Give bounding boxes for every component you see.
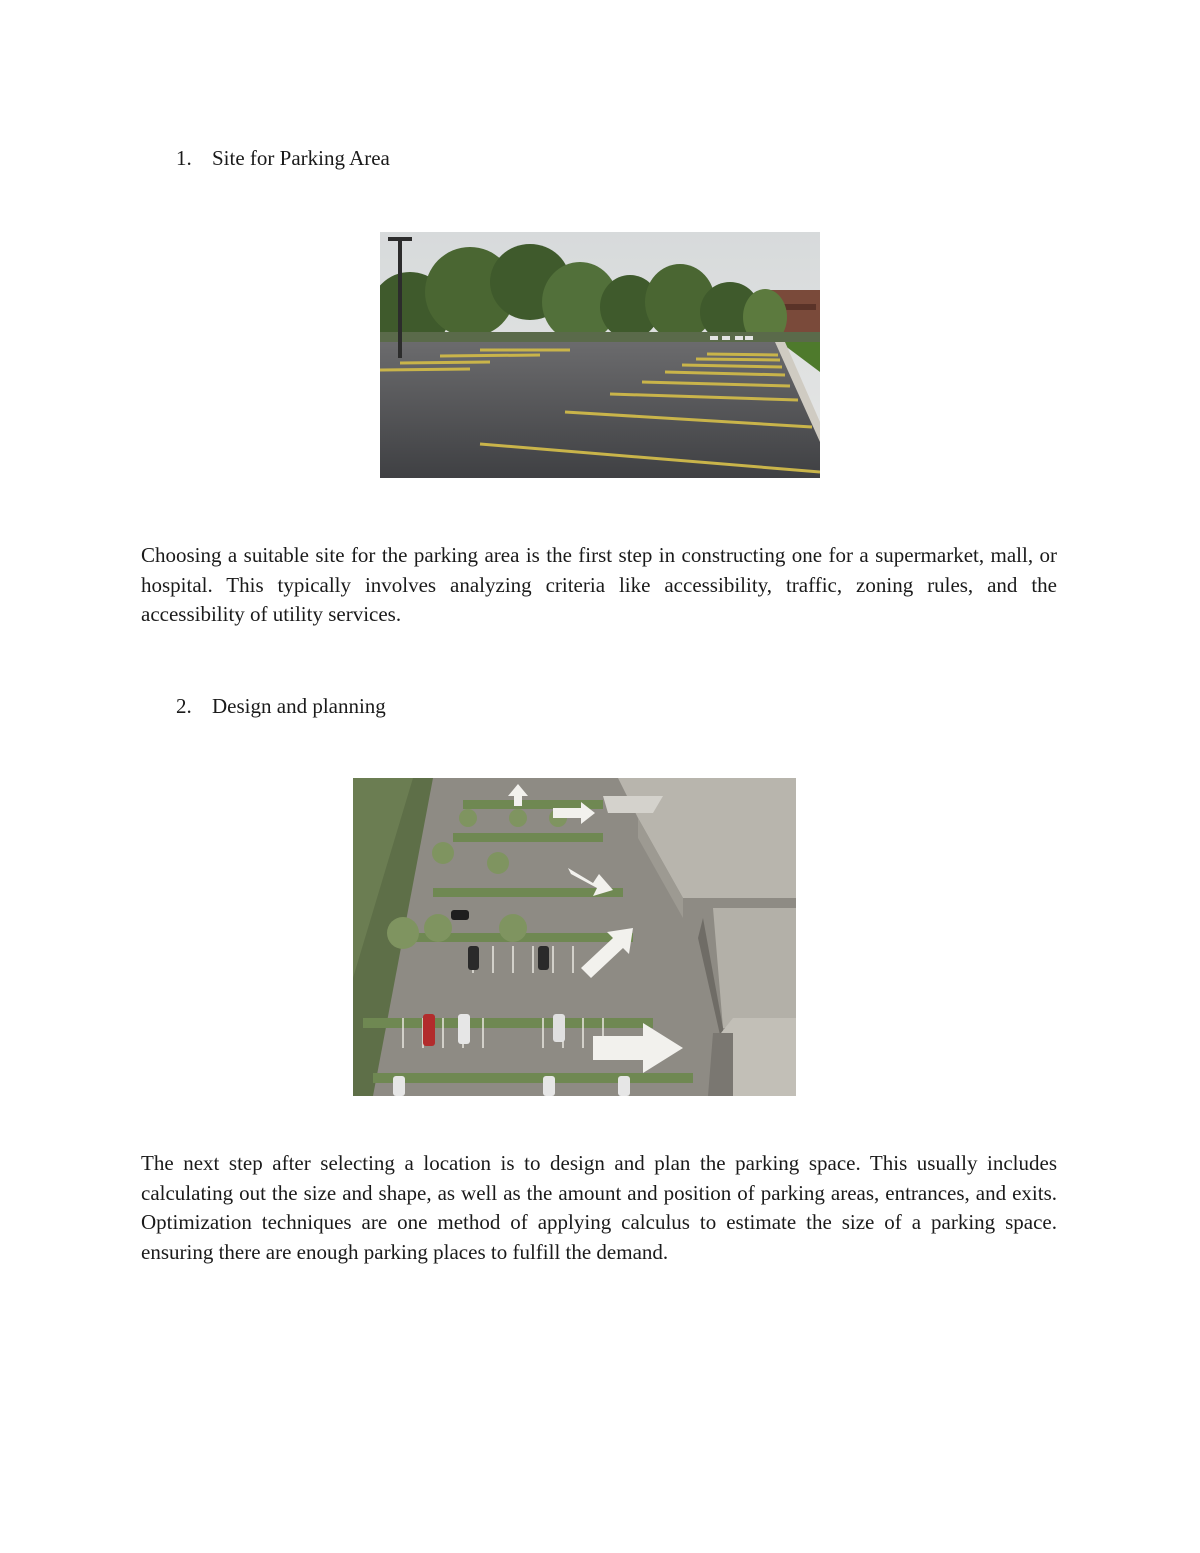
section-1-heading — [176, 145, 390, 171]
section-2-heading — [176, 693, 386, 719]
section-1-number: 1. — [176, 146, 192, 170]
section-2-paragraph: The next step after selecting a location is to design and plan the parking space. This usually includes calculating out the size and shape, as well as the amount and position of parking areas, entrances, and exits. Optimization techniques are one method of applying calculus to estimate the size of a parking space. ensuring there are enough parking places to fulfill the demand. — [141, 1151, 1057, 1264]
section-1-paragraph: Choosing a suitable site for the parking area is the first step in constructing one for a supermarket, mall, or hospital. This typically involves analyzing criteria like accessibility, traffic, zoning rules, and the accessibility of utility services. — [141, 543, 1057, 626]
parking-layout-rendering — [353, 778, 796, 1096]
parking-lot-photo — [380, 232, 820, 478]
section-2-number: 2. — [176, 694, 192, 718]
section-2-title: Design and planning — [212, 694, 386, 718]
section-1-title: Site for Parking Area — [212, 146, 390, 170]
